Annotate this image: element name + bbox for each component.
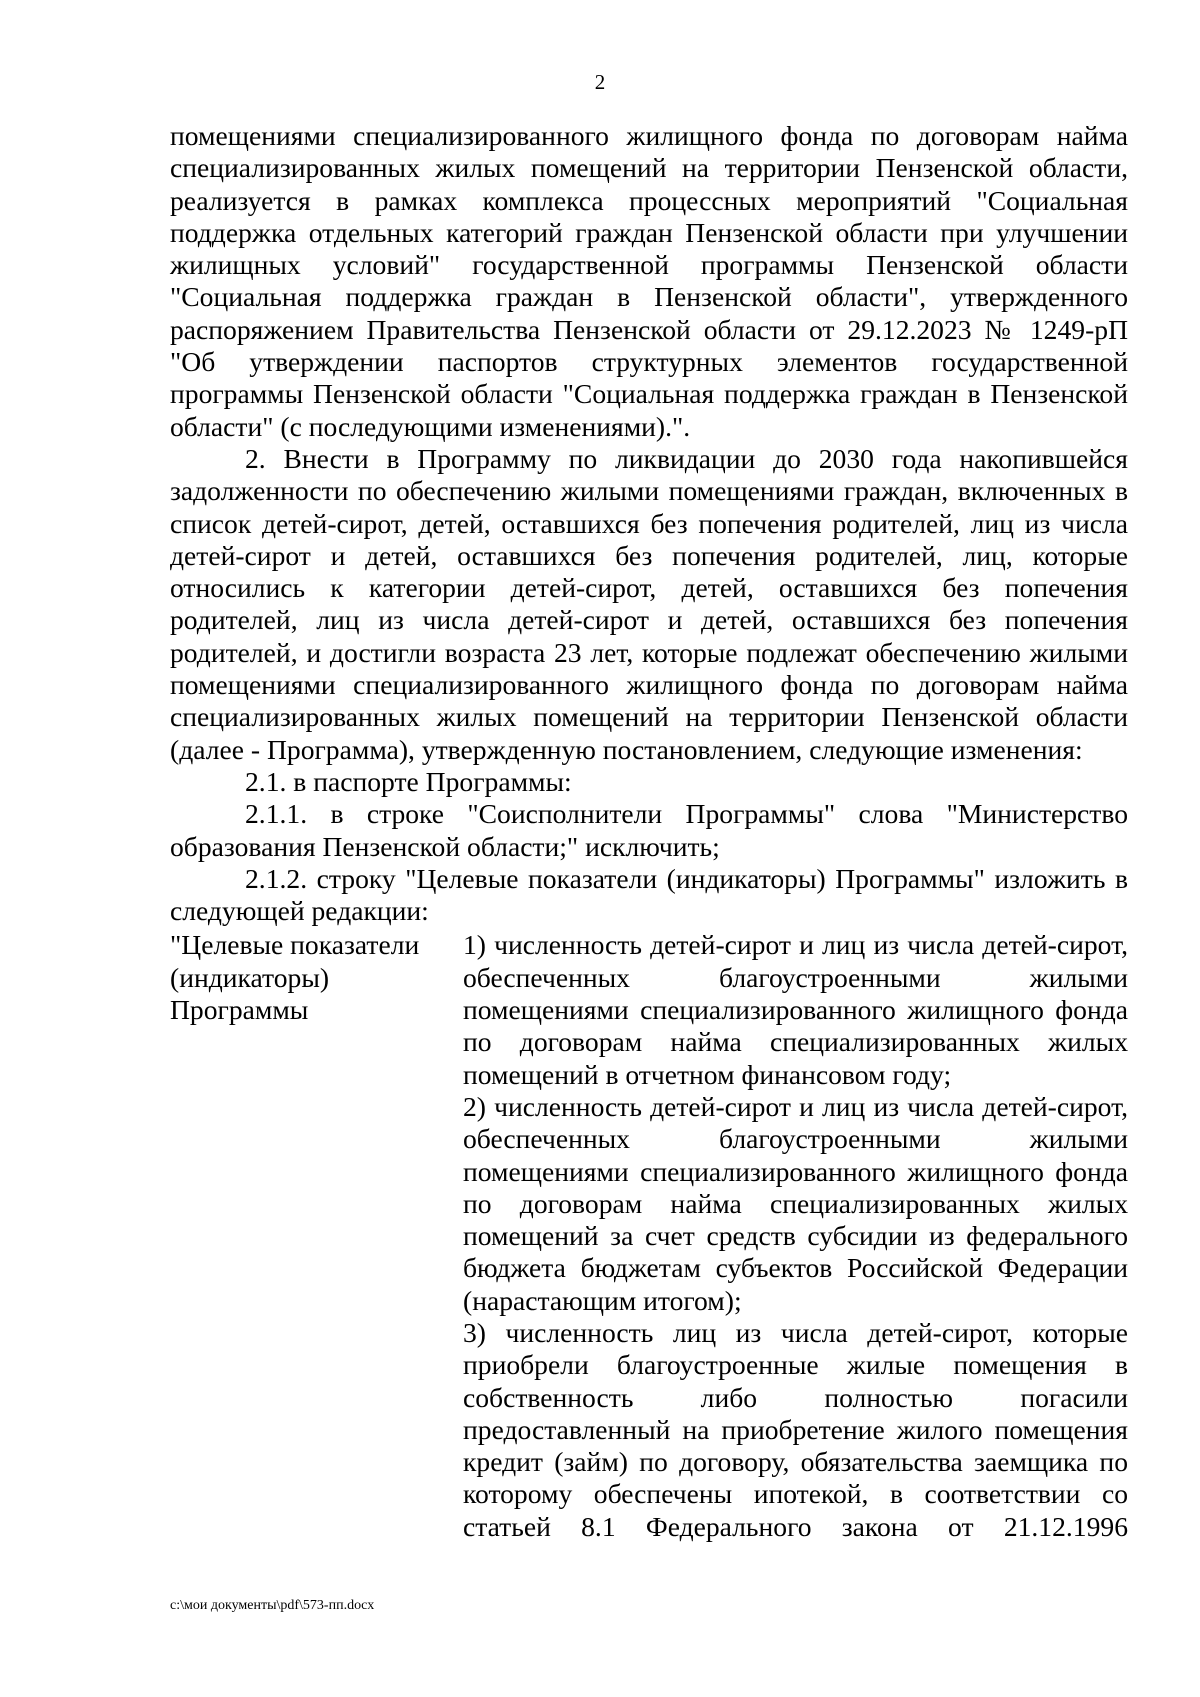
paragraph-continuation: помещениями специализированного жилищного фонда по договорам найма специализированных жилых помещений на территории Пензенской области, реализуется в рамках комплекса процессных мероприятий "Социальная поддержка отдельных категорий граждан Пензенской области при улучшении жилищных условий" государственной программы Пензенской области "Социальная поддержка граждан в Пензенской области", утвержденного распоряжением Правительства Пензенской области от 29.12.2023 № 1249-рП "Об утверждении паспортов структурных элементов государственной программы Пензенской области "Социальная поддержка граждан в Пензенской области" (с последующими изменениями).". [170,120,1128,442]
paragraph-item-2-1-1: 2.1.1. в строке "Соисполнители Программы" слова "Министерство образования Пензенской области;" исключить; [170,798,1128,862]
document-body [170,120,1128,1543]
paragraph-item-2-1-2: 2.1.2. строку "Целевые показатели (индикаторы) Программы" изложить в следующей редакции: [170,862,1128,927]
indicator-item-2: 2) численность детей-сирот и лиц из числа детей-сирот, обеспеченных благоустроенными жилыми помещениями специализированного жилищного фонда по договорам найма специализированных жилых помещений за счет средств субсидии из федерального бюджета бюджетам субъектов Российской Федерации (нарастающим итогом); [463,1090,1128,1316]
indicator-item-1: 1) численность детей-сирот и лиц из числа детей-сирот, обеспеченных благоустроенными жилыми помещениями специализированного жилищного фонда по договорам найма специализированных жилых помещений в отчетном финансовом году; [463,929,1128,1090]
table-right-cell [463,929,1128,1543]
page-number: 2 [594,70,606,94]
file-path-footer: c:\мои документы\pdf\573-пп.docx [170,1598,375,1613]
table-left-cell: "Целевые показатели (индикаторы) Программы [170,929,420,1026]
indicators-table [170,929,1128,1543]
paragraph-item-2-1: 2.1. в паспорте Программы: [245,765,572,797]
indicator-item-3: 3) численность лиц из числа детей-сирот, которые приобрели благоустроенные жилые помещения в собственность либо полностью погасили предоставленный на приобретение жилого помещения кредит (займ) по договору, обязательства заемщика по которому обеспечены ипотекой, в соответствии со статьей 8.1 Федерального закона от 21.12.1996 [463,1316,1128,1542]
paragraph-item-2: 2. Внести в Программу по ликвидации до 2030 года накопившейся задолженности по обеспечению жилыми помещениями граждан, включенных в список детей-сирот, детей, оставшихся без попечения родителей, лиц из числа детей-сирот и детей, оставшихся без попечения родителей, лиц, которые относились к категории детей-сирот, детей, оставшихся без попечения родителей, лиц из числа детей-сирот и детей, оставшихся без попечения родителей, и достигли возраста 23 лет, которые подлежат обеспечению жилыми помещениями специализированного жилищного фонда по договорам найма специализированных жилых помещений на территории Пензенской области (далее - Программа), утвержденную постановлением, следующие изменения: [170,442,1128,765]
